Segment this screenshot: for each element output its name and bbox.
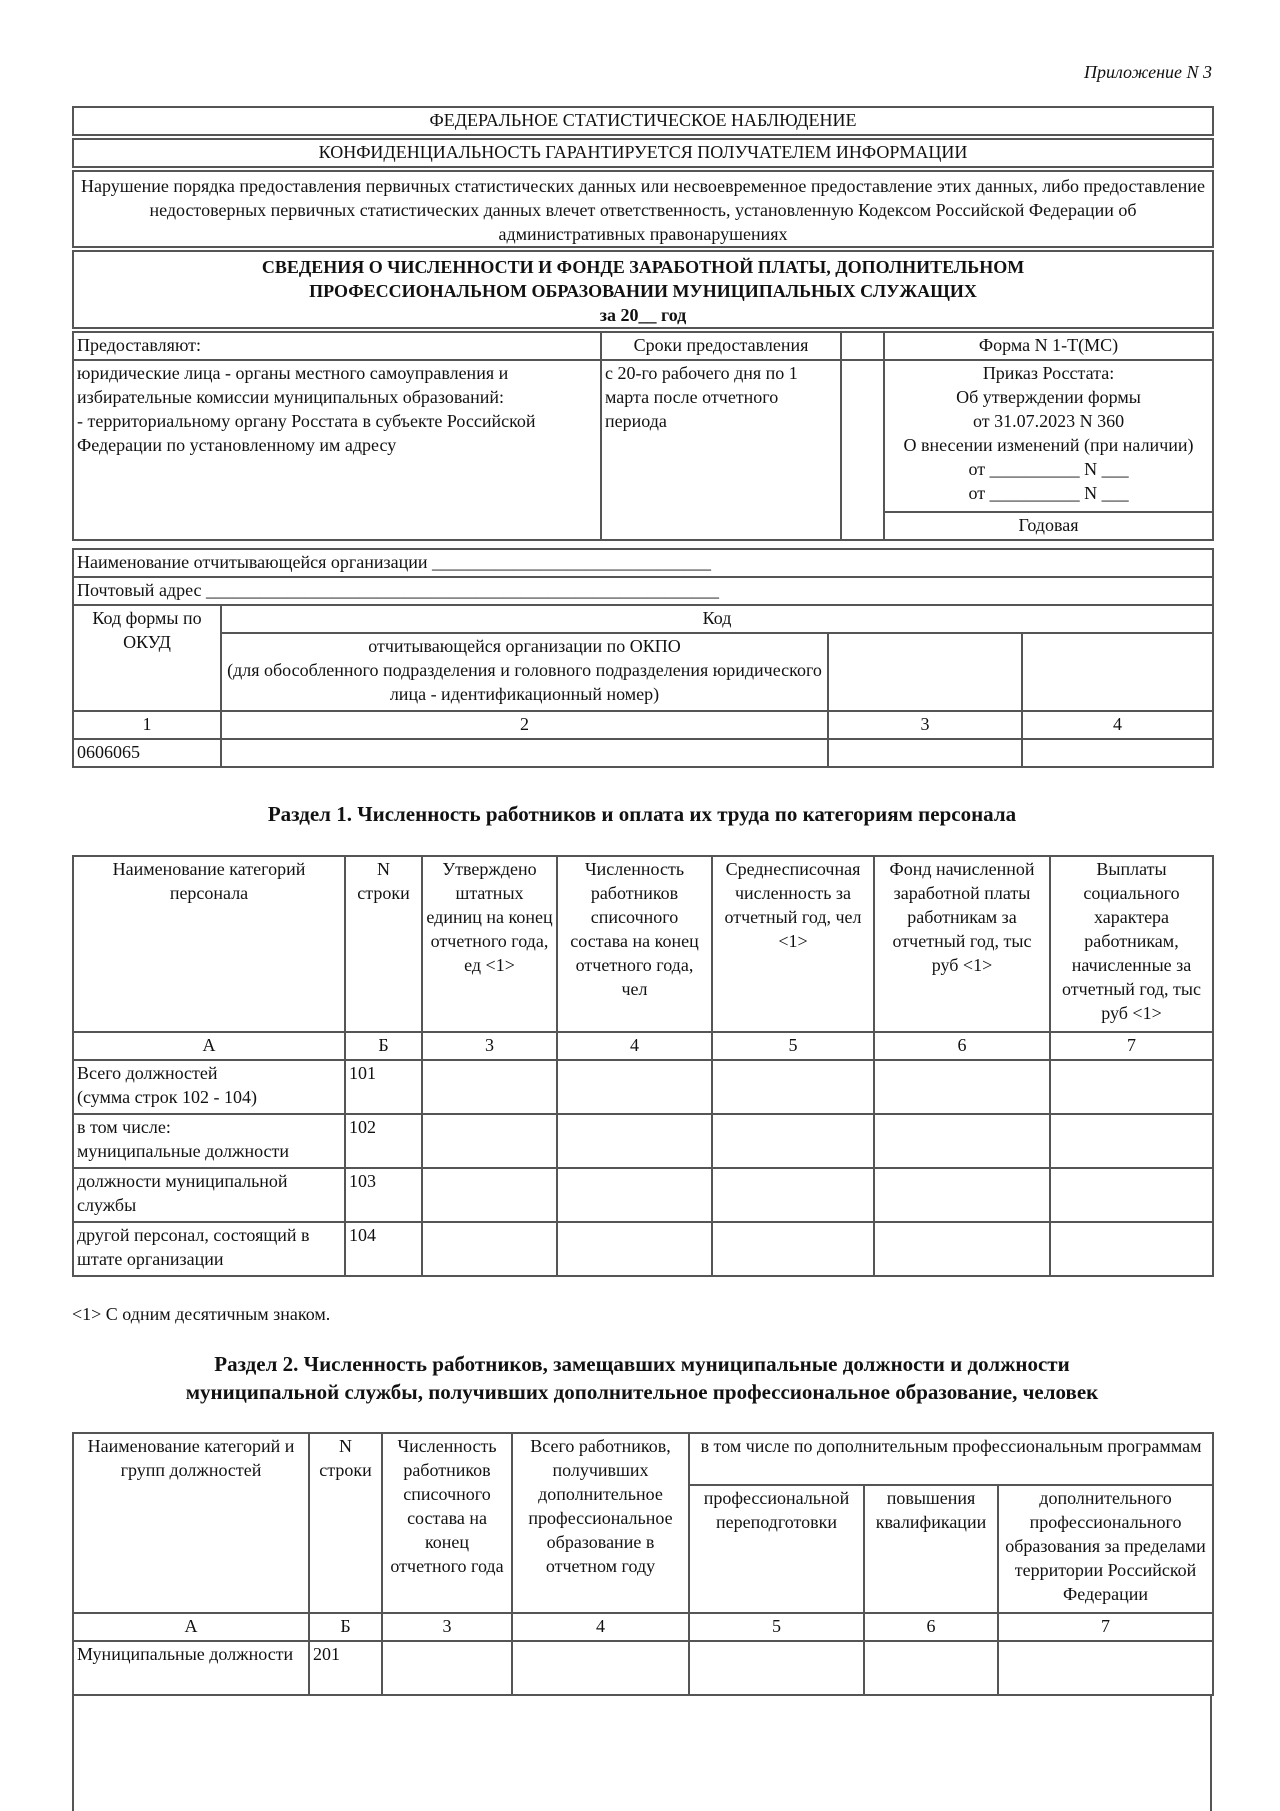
row-code: 101: [345, 1060, 422, 1114]
section2-title-line2: муниципальной службы, получивших дополнительное профессиональное образование, человек: [185, 1380, 1099, 1404]
input-cell[interactable]: [1050, 1168, 1213, 1222]
s2-col-id: 6: [864, 1613, 998, 1641]
input-cell[interactable]: [712, 1060, 874, 1114]
s2-header-abroad: дополнительного профессионального образования за пределами территории Российской Федерации: [998, 1485, 1213, 1613]
s1-header-headcount: Численность работников списочного состава на конец отчетного года, чел: [557, 856, 712, 1032]
s2-header-qualification: повышения квалификации: [864, 1485, 998, 1613]
s2-header-name: Наименование категорий и групп должностей: [73, 1433, 309, 1613]
row-name: Всего должностей (сумма строк 102 - 104): [73, 1060, 345, 1114]
s1-header-wage-fund: Фонд начисленной заработной платы работникам за отчетный год, тыс руб <1>: [874, 856, 1050, 1032]
input-cell[interactable]: [874, 1222, 1050, 1276]
s1-col-id: 7: [1050, 1032, 1213, 1060]
warning-text: Нарушение порядка предоставления первичных статистических данных или несвоевременное предоставление этих данных, либо предоставление недостоверных первичных статистических данных влечет ответственность, установленную Кодексом Российской Федерации об административных правонарушениях: [73, 171, 1213, 247]
col-number: 1: [73, 711, 221, 739]
org-name-field[interactable]: Наименование отчитывающейся организации _______________________________: [73, 549, 1213, 577]
col-number: 2: [221, 711, 828, 739]
s1-col-id: 6: [874, 1032, 1050, 1060]
row-name: Муниципальные должности: [73, 1641, 309, 1695]
s1-header-social-payments: Выплаты социального характера работникам, начисленные за отчетный год, тыс руб <1>: [1050, 856, 1213, 1032]
code-cell-4[interactable]: [1022, 633, 1213, 711]
s2-header-row-number: N строки: [309, 1433, 382, 1613]
input-cell[interactable]: [422, 1168, 557, 1222]
section1-table: [72, 855, 1214, 1277]
code-cell-3[interactable]: [828, 633, 1022, 711]
row-code: 104: [345, 1222, 422, 1276]
section2-title-line1: Раздел 2. Численность работников, замещавших муниципальные должности и должности: [214, 1352, 1070, 1376]
code-value-cell-4[interactable]: [1022, 739, 1213, 767]
input-cell[interactable]: [874, 1060, 1050, 1114]
input-cell[interactable]: [512, 1641, 689, 1695]
s2-col-id: Б: [309, 1613, 382, 1641]
row-name: в том числе: муниципальные должности: [73, 1114, 345, 1168]
s2-col-id: А: [73, 1613, 309, 1641]
input-cell[interactable]: [557, 1168, 712, 1222]
input-cell[interactable]: [422, 1060, 557, 1114]
s1-col-id: А: [73, 1032, 345, 1060]
s1-header-name: Наименование категорий персонала: [73, 856, 345, 1032]
input-cell[interactable]: [712, 1168, 874, 1222]
header-table: [72, 106, 1214, 541]
s1-col-id: 5: [712, 1032, 874, 1060]
input-cell[interactable]: [864, 1641, 998, 1695]
header-line-confidential: КОНФИДЕНЦИАЛЬНОСТЬ ГАРАНТИРУЕТСЯ ПОЛУЧАТЕЛЕМ ИНФОРМАЦИИ: [73, 139, 1213, 167]
row-code: 103: [345, 1168, 422, 1222]
blank-cell: [841, 332, 884, 360]
input-cell[interactable]: [422, 1114, 557, 1168]
input-cell[interactable]: [874, 1114, 1050, 1168]
section2-title: [72, 1350, 1212, 1406]
blank-cell: [841, 360, 884, 540]
input-cell[interactable]: [1050, 1060, 1213, 1114]
input-cell[interactable]: [689, 1641, 864, 1695]
s1-header-avg-headcount: Среднесписочная численность за отчетный год, чел <1>: [712, 856, 874, 1032]
s1-col-id: 3: [422, 1032, 557, 1060]
code-label: Код: [221, 605, 1213, 633]
order-text: Приказ Росстата: Об утверждении формы от 31.07.2023 N 360 О внесении изменений (при наличии) от __________ N ___ от __________ N ___: [884, 360, 1213, 512]
s1-col-id: Б: [345, 1032, 422, 1060]
s2-col-id: 4: [512, 1613, 689, 1641]
section2-table: [72, 1432, 1214, 1696]
s2-col-id: 7: [998, 1613, 1213, 1641]
period-label: Годовая: [884, 512, 1213, 540]
table-row: [73, 1222, 1213, 1276]
postal-address-field[interactable]: Почтовый адрес _________________________________________________________: [73, 577, 1213, 605]
section1-footnote: <1> С одним десятичным знаком.: [72, 1304, 331, 1324]
input-cell[interactable]: [1050, 1222, 1213, 1276]
s2-header-total-trained: Всего работников, получивших дополнительное профессиональное образование в отчетном году: [512, 1433, 689, 1613]
input-cell[interactable]: [874, 1168, 1050, 1222]
input-cell[interactable]: [557, 1114, 712, 1168]
row-name: другой персонал, состоящий в штате организации: [73, 1222, 345, 1276]
org-table: [72, 548, 1214, 768]
row-code: 102: [345, 1114, 422, 1168]
s2-col-id: 5: [689, 1613, 864, 1641]
form-number: Форма N 1-Т(МС): [884, 332, 1213, 360]
table-row: [73, 1114, 1213, 1168]
row-name: должности муниципальной службы: [73, 1168, 345, 1222]
s1-header-row-number: N строки: [345, 856, 422, 1032]
form-title-line3: за 20__ год: [599, 305, 687, 325]
submitters-label: Предоставляют:: [73, 332, 601, 360]
form-title: [73, 251, 1213, 328]
input-cell[interactable]: [998, 1641, 1213, 1695]
table-continuation: [72, 1696, 1212, 1811]
row-code: 201: [309, 1641, 382, 1695]
section1-title: Раздел 1. Численность работников и оплата их труда по категориям персонала: [267, 802, 1017, 826]
s2-header-programs-group: в том числе по дополнительным профессиональным программам: [689, 1433, 1213, 1485]
okpo-label: отчитывающейся организации по ОКПО (для обособленного подразделения и головного подразделения юридического лица - идентификационный номер): [221, 633, 828, 711]
table-row: [73, 1641, 1213, 1695]
header-line-federal: ФЕДЕРАЛЬНОЕ СТАТИСТИЧЕСКОЕ НАБЛЮДЕНИЕ: [73, 107, 1213, 135]
code-value-cell-3[interactable]: [828, 739, 1022, 767]
input-cell[interactable]: [382, 1641, 512, 1695]
input-cell[interactable]: [1050, 1114, 1213, 1168]
input-cell[interactable]: [422, 1222, 557, 1276]
table-row: [73, 1168, 1213, 1222]
input-cell[interactable]: [712, 1114, 874, 1168]
okud-label: Код формы по ОКУД: [73, 605, 221, 711]
table-row: [73, 1060, 1213, 1114]
s2-header-headcount: Численность работников списочного состава на конец отчетного года: [382, 1433, 512, 1613]
col-number: 3: [828, 711, 1022, 739]
s2-header-retraining: профессиональной переподготовки: [689, 1485, 864, 1613]
s2-col-id: 3: [382, 1613, 512, 1641]
deadline-text: с 20-го рабочего дня по 1 марта после отчетного периода: [601, 360, 841, 540]
form-title-line2: ПРОФЕССИОНАЛЬНОМ ОБРАЗОВАНИИ МУНИЦИПАЛЬНЫХ СЛУЖАЩИХ: [309, 281, 977, 301]
form-title-line1: СВЕДЕНИЯ О ЧИСЛЕННОСТИ И ФОНДЕ ЗАРАБОТНОЙ ПЛАТЫ, ДОПОЛНИТЕЛЬНОМ: [261, 257, 1025, 277]
okpo-value-cell[interactable]: [221, 739, 828, 767]
deadline-label: Сроки предоставления: [601, 332, 841, 360]
s1-header-staff-units: Утверждено штатных единиц на конец отчетного года, ед <1>: [422, 856, 557, 1032]
submitters-text: юридические лица - органы местного самоуправления и избирательные комиссии муниципальных образований: - территориальному органу Росстата в субъекте Российской Федерации по установленному им адресу: [73, 360, 601, 540]
input-cell[interactable]: [712, 1222, 874, 1276]
input-cell[interactable]: [557, 1060, 712, 1114]
okud-value: 0606065: [73, 739, 221, 767]
appendix-label: Приложение N 3: [1083, 62, 1212, 82]
input-cell[interactable]: [557, 1222, 712, 1276]
s1-col-id: 4: [557, 1032, 712, 1060]
col-number: 4: [1022, 711, 1213, 739]
